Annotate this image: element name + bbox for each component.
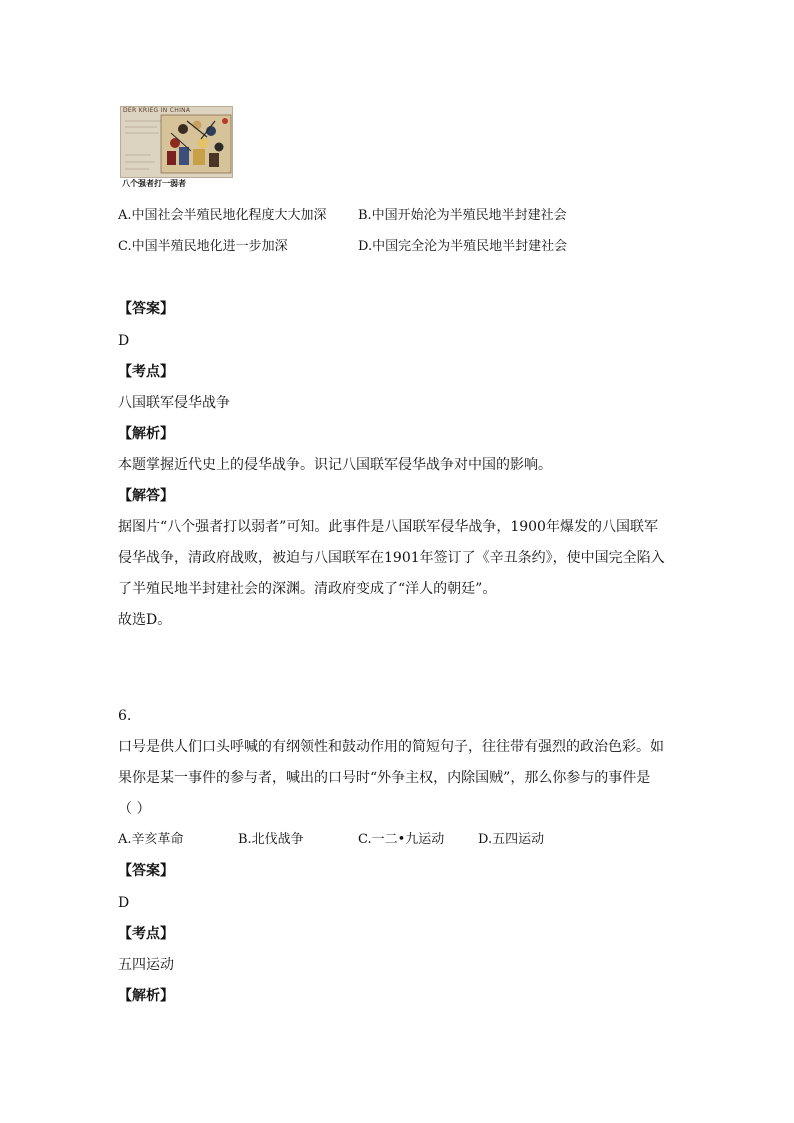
- answer-value: D: [118, 895, 130, 911]
- jieda-line: 侵华战争，清政府战败，被迫与八国联军在1901年签订了《辛丑条约》，使中国完全陷入: [118, 550, 665, 566]
- kaodian-text: 五四运动: [118, 957, 174, 973]
- option-c: C.中国半殖民地化进一步加深: [118, 239, 288, 254]
- cartoon-drawing: [121, 107, 233, 178]
- option-d: D.中国完全沦为半殖民地半封建社会: [358, 239, 568, 254]
- option-a: A.辛亥革命: [118, 832, 184, 847]
- image-caption: 八个强者打一弱者: [122, 178, 186, 188]
- historical-cartoon-image: [120, 106, 233, 178]
- option-b: B.北伐战争: [238, 832, 304, 847]
- jiexi-text: 本题掌握近代史上的侵华战争。识记八国联军侵华战争对中国的影响。: [118, 457, 552, 473]
- jieda-line: 了半殖民地半封建社会的深渊。清政府变成了“洋人的朝廷”。: [118, 581, 497, 597]
- answer-heading: 【答案】: [118, 301, 174, 317]
- option-d: D.五四运动: [478, 832, 545, 847]
- question-stem-line: （ ）: [118, 801, 151, 817]
- question-number: 6.: [118, 708, 132, 724]
- postcard-title: DER KRIEG IN CHINA: [123, 107, 191, 114]
- question-stem-line: 果你是某一事件的参与者，喊出的口号时“外争主权，内除国贼”，那么你参与的事件是: [118, 770, 651, 786]
- option-b: B.中国开始沦为半殖民地半封建社会: [358, 208, 567, 223]
- jieda-line: 故选D。: [118, 612, 172, 628]
- answer-heading: 【答案】: [118, 863, 174, 879]
- question-stem-line: 口号是供人们口头呼喊的有纲领性和鼓动作用的简短句子，往往带有强烈的政治色彩。如: [118, 739, 664, 755]
- jieda-line: 据图片“八个强者打以弱者”可知。此事件是八国联军侵华战争，1900年爆发的八国联军: [118, 519, 658, 535]
- jiexi-heading: 【解析】: [118, 988, 174, 1004]
- option-c: C.一二•九运动: [358, 832, 445, 847]
- kaodian-heading: 【考点】: [118, 926, 174, 942]
- answer-value: D: [118, 333, 130, 349]
- postcard-illustration: [120, 106, 233, 178]
- option-a: A.中国社会半殖民地化程度大大加深: [118, 208, 327, 223]
- jieda-heading: 【解答】: [118, 488, 174, 504]
- kaodian-text: 八国联军侵华战争: [118, 395, 230, 411]
- jiexi-heading: 【解析】: [118, 426, 174, 442]
- kaodian-heading: 【考点】: [118, 364, 174, 380]
